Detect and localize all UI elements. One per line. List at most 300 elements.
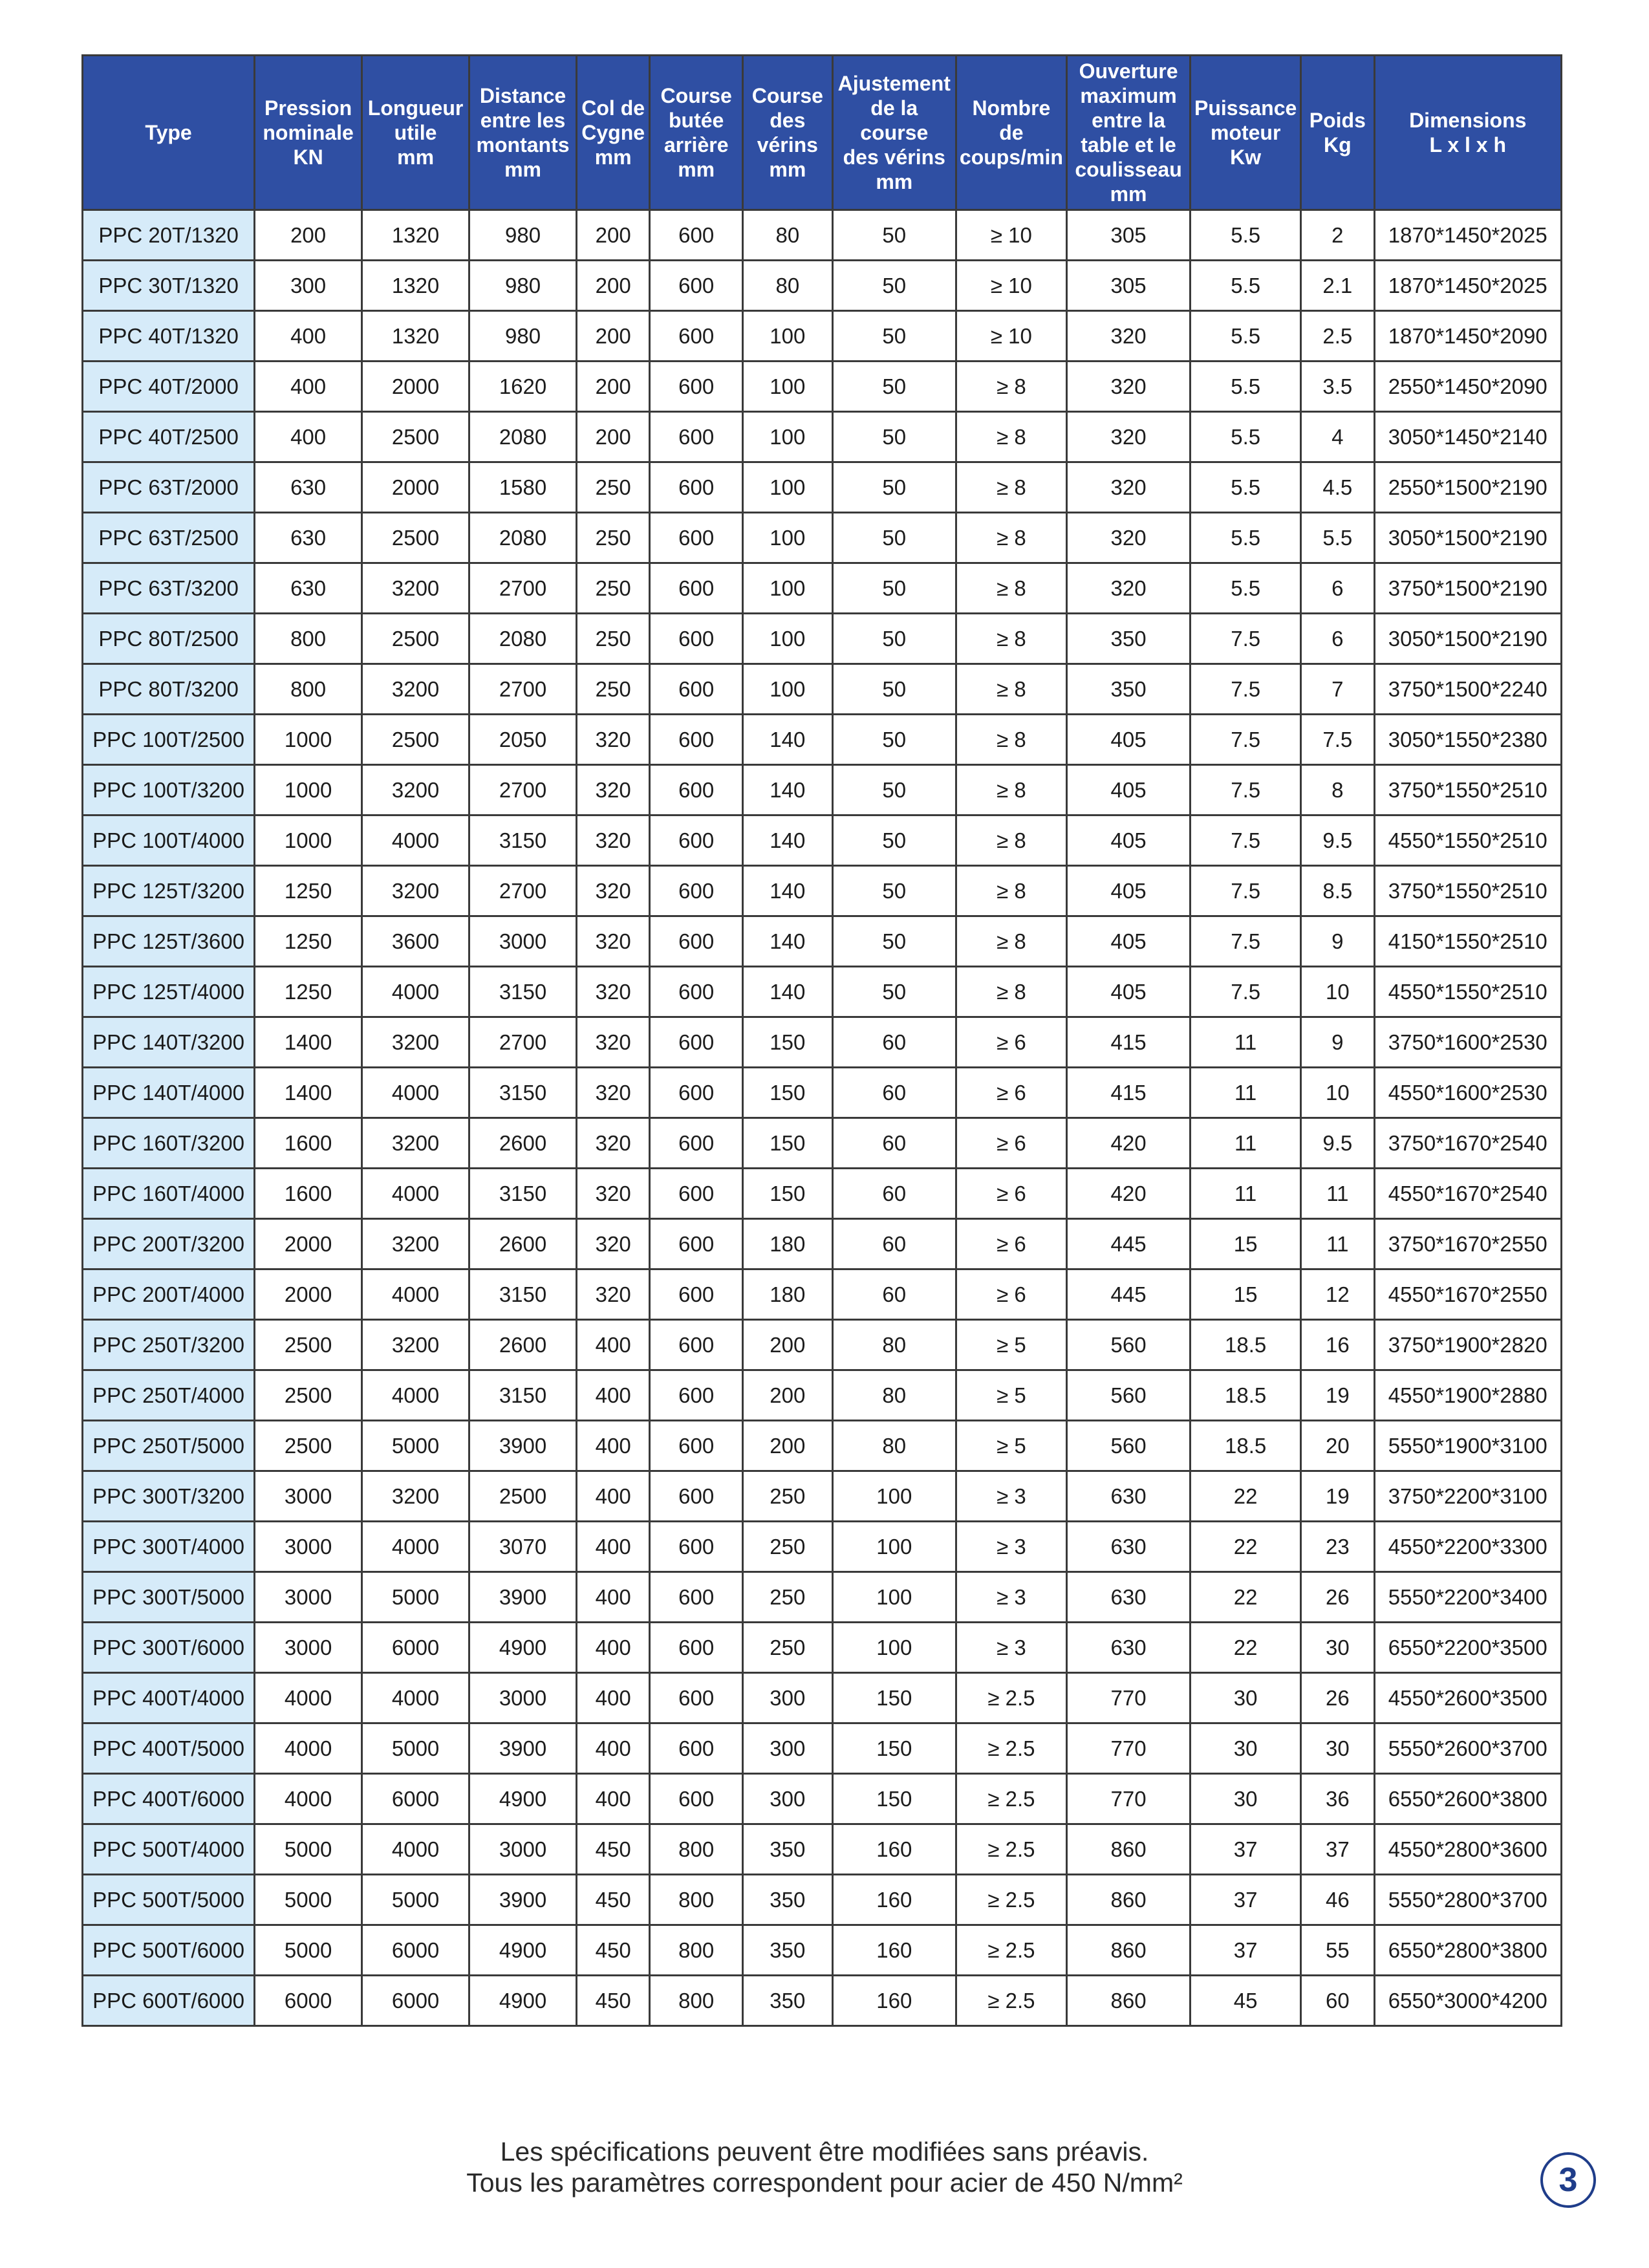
table-cell: 80 <box>832 1320 956 1370</box>
table-cell: 860 <box>1066 1925 1190 1976</box>
column-header: Course butée arrière mm <box>650 56 743 210</box>
table-cell: ≥ 3 <box>956 1572 1066 1623</box>
table-cell: 2550*1450*2090 <box>1374 362 1562 412</box>
table-cell: 7.5 <box>1301 715 1374 765</box>
table-cell: 1870*1450*2090 <box>1374 311 1562 362</box>
table-cell: 600 <box>650 967 743 1017</box>
table-row <box>83 1320 1562 1370</box>
table-cell: 770 <box>1066 1673 1190 1723</box>
table-cell: ≥ 5 <box>956 1320 1066 1370</box>
table-cell: 405 <box>1066 715 1190 765</box>
table-cell: 200 <box>577 311 650 362</box>
table-cell: 18.5 <box>1191 1370 1301 1421</box>
table-cell: 2700 <box>469 866 577 916</box>
table-cell: 100 <box>832 1572 956 1623</box>
table-row <box>83 1118 1562 1169</box>
table-cell: ≥ 6 <box>956 1169 1066 1219</box>
table-cell: 200 <box>743 1421 833 1471</box>
table-cell: 4900 <box>469 1623 577 1673</box>
table-row <box>83 1572 1562 1623</box>
table-cell: 5550*2200*3400 <box>1374 1572 1562 1623</box>
table-cell: 2500 <box>255 1320 362 1370</box>
table-cell: 60 <box>832 1017 956 1068</box>
table-cell: 420 <box>1066 1118 1190 1169</box>
table-cell: 22 <box>1191 1572 1301 1623</box>
table-cell: 4550*1600*2530 <box>1374 1068 1562 1118</box>
table-cell: 46 <box>1301 1875 1374 1925</box>
table-cell: 305 <box>1066 210 1190 261</box>
type-cell: PPC 300T/5000 <box>83 1572 255 1623</box>
table-row <box>83 563 1562 614</box>
table-cell: 405 <box>1066 815 1190 866</box>
table-cell: ≥ 5 <box>956 1370 1066 1421</box>
table-cell: 100 <box>832 1522 956 1572</box>
table-cell: 350 <box>1066 614 1190 664</box>
table-cell: 2600 <box>469 1320 577 1370</box>
type-cell: PPC 400T/4000 <box>83 1673 255 1723</box>
table-cell: 4000 <box>362 1673 469 1723</box>
table-cell: 320 <box>577 916 650 967</box>
table-cell: 1000 <box>255 765 362 815</box>
table-cell: 4000 <box>255 1774 362 1824</box>
table-cell: 100 <box>743 462 833 513</box>
table-cell: 9 <box>1301 916 1374 967</box>
table-cell: 8.5 <box>1301 866 1374 916</box>
table-cell: 2500 <box>362 715 469 765</box>
table-row <box>83 362 1562 412</box>
table-cell: 140 <box>743 815 833 866</box>
table-cell: 320 <box>577 866 650 916</box>
table-cell: 350 <box>743 1875 833 1925</box>
table-cell: 3000 <box>255 1522 362 1572</box>
table-cell: 3050*1550*2380 <box>1374 715 1562 765</box>
table-cell: 5.5 <box>1191 362 1301 412</box>
table-cell: 200 <box>255 210 362 261</box>
table-cell: 300 <box>743 1774 833 1824</box>
table-cell: 80 <box>832 1421 956 1471</box>
table-cell: 2500 <box>469 1471 577 1522</box>
table-cell: 11 <box>1301 1219 1374 1269</box>
table-cell: 6 <box>1301 563 1374 614</box>
table-cell: 3200 <box>362 1017 469 1068</box>
table-cell: 4900 <box>469 1774 577 1824</box>
table-cell: 320 <box>577 1169 650 1219</box>
table-cell: 4000 <box>362 967 469 1017</box>
table-cell: 100 <box>832 1623 956 1673</box>
column-header: Poids Kg <box>1301 56 1374 210</box>
table-cell: 2500 <box>362 412 469 462</box>
table-cell: 37 <box>1191 1824 1301 1875</box>
table-row <box>83 1421 1562 1471</box>
table-cell: 630 <box>1066 1471 1190 1522</box>
table-cell: 600 <box>650 311 743 362</box>
table-cell: 2000 <box>255 1269 362 1320</box>
type-cell: PPC 125T/4000 <box>83 967 255 1017</box>
table-cell: ≥ 2.5 <box>956 1723 1066 1774</box>
table-cell: 450 <box>577 1925 650 1976</box>
table-cell: ≥ 10 <box>956 261 1066 311</box>
table-cell: 860 <box>1066 1824 1190 1875</box>
table-cell: 200 <box>743 1320 833 1370</box>
table-cell: 150 <box>832 1673 956 1723</box>
table-cell: 600 <box>650 1673 743 1723</box>
table-cell: 5000 <box>255 1824 362 1875</box>
table-cell: 350 <box>1066 664 1190 715</box>
table-cell: 3150 <box>469 815 577 866</box>
table-cell: 445 <box>1066 1219 1190 1269</box>
table-cell: 60 <box>832 1219 956 1269</box>
table-cell: 30 <box>1191 1774 1301 1824</box>
type-cell: PPC 250T/3200 <box>83 1320 255 1370</box>
table-cell: 630 <box>1066 1522 1190 1572</box>
table-cell: 3750*1550*2510 <box>1374 765 1562 815</box>
table-row <box>83 715 1562 765</box>
table-cell: 9.5 <box>1301 1118 1374 1169</box>
table-cell: 800 <box>650 1875 743 1925</box>
table-cell: 250 <box>743 1623 833 1673</box>
table-cell: 5.5 <box>1191 563 1301 614</box>
table-cell: 100 <box>743 362 833 412</box>
table-cell: 100 <box>743 563 833 614</box>
table-cell: 60 <box>832 1169 956 1219</box>
table-cell: 600 <box>650 866 743 916</box>
table-cell: 3150 <box>469 1068 577 1118</box>
table-cell: 60 <box>832 1269 956 1320</box>
table-cell: 1320 <box>362 210 469 261</box>
table-row <box>83 1824 1562 1875</box>
table-cell: 350 <box>743 1925 833 1976</box>
table-cell: 350 <box>743 1824 833 1875</box>
table-cell: 400 <box>255 412 362 462</box>
table-cell: 16 <box>1301 1320 1374 1370</box>
table-cell: 200 <box>577 261 650 311</box>
table-row <box>83 261 1562 311</box>
type-cell: PPC 40T/2500 <box>83 412 255 462</box>
table-cell: 22 <box>1191 1522 1301 1572</box>
table-cell: ≥ 6 <box>956 1118 1066 1169</box>
type-cell: PPC 30T/1320 <box>83 261 255 311</box>
table-row <box>83 1169 1562 1219</box>
table-cell: 4150*1550*2510 <box>1374 916 1562 967</box>
table-cell: 5000 <box>255 1925 362 1976</box>
table-cell: 150 <box>832 1774 956 1824</box>
table-cell: 4000 <box>362 1522 469 1572</box>
type-cell: PPC 140T/3200 <box>83 1017 255 1068</box>
table-cell: 180 <box>743 1269 833 1320</box>
table-cell: 140 <box>743 866 833 916</box>
table-cell: 630 <box>255 513 362 563</box>
table-cell: 600 <box>650 916 743 967</box>
table-cell: 320 <box>1066 513 1190 563</box>
table-cell: 450 <box>577 1875 650 1925</box>
type-cell: PPC 250T/4000 <box>83 1370 255 1421</box>
spec-table <box>81 54 1562 2027</box>
table-cell: 50 <box>832 362 956 412</box>
table-cell: 250 <box>577 614 650 664</box>
table-cell: 37 <box>1191 1875 1301 1925</box>
table-cell: 6000 <box>362 1925 469 1976</box>
column-header: Ouverture maximum entre la table et le coulisseau mm <box>1066 56 1190 210</box>
table-cell: 4000 <box>255 1723 362 1774</box>
table-cell: 100 <box>832 1471 956 1522</box>
column-header: Distance entre les montants mm <box>469 56 577 210</box>
table-cell: 1320 <box>362 311 469 362</box>
table-cell: 630 <box>1066 1623 1190 1673</box>
table-cell: 7 <box>1301 664 1374 715</box>
table-cell: 980 <box>469 210 577 261</box>
table-cell: 50 <box>832 866 956 916</box>
type-cell: PPC 63T/2500 <box>83 513 255 563</box>
table-row <box>83 1068 1562 1118</box>
table-cell: 150 <box>743 1118 833 1169</box>
type-cell: PPC 200T/4000 <box>83 1269 255 1320</box>
table-cell: 400 <box>255 311 362 362</box>
table-cell: 4000 <box>362 815 469 866</box>
table-cell: 20 <box>1301 1421 1374 1471</box>
table-cell: 5000 <box>362 1421 469 1471</box>
table-cell: 8 <box>1301 765 1374 815</box>
table-cell: 11 <box>1301 1169 1374 1219</box>
type-cell: PPC 200T/3200 <box>83 1219 255 1269</box>
table-cell: 5000 <box>362 1723 469 1774</box>
table-cell: 800 <box>650 1824 743 1875</box>
table-cell: 3900 <box>469 1421 577 1471</box>
table-cell: 140 <box>743 765 833 815</box>
table-cell: 50 <box>832 412 956 462</box>
table-cell: 630 <box>255 462 362 513</box>
table-cell: 860 <box>1066 1976 1190 2026</box>
table-cell: 3150 <box>469 1370 577 1421</box>
table-cell: 3000 <box>469 916 577 967</box>
table-cell: 9 <box>1301 1017 1374 1068</box>
table-cell: ≥ 8 <box>956 614 1066 664</box>
table-cell: ≥ 5 <box>956 1421 1066 1471</box>
table-cell: 5.5 <box>1191 210 1301 261</box>
table-cell: 600 <box>650 815 743 866</box>
table-cell: 6550*2800*3800 <box>1374 1925 1562 1976</box>
table-cell: 600 <box>650 765 743 815</box>
table-cell: 560 <box>1066 1370 1190 1421</box>
table-cell: 4900 <box>469 1925 577 1976</box>
table-cell: 50 <box>832 664 956 715</box>
table-cell: 4000 <box>362 1269 469 1320</box>
table-cell: 3900 <box>469 1875 577 1925</box>
table-cell: 630 <box>1066 1572 1190 1623</box>
table-cell: 250 <box>577 664 650 715</box>
table-row <box>83 1269 1562 1320</box>
table-cell: 400 <box>577 1471 650 1522</box>
table-cell: 11 <box>1191 1068 1301 1118</box>
table-cell: 250 <box>743 1471 833 1522</box>
table-cell: 3200 <box>362 866 469 916</box>
table-cell: 80 <box>832 1370 956 1421</box>
type-cell: PPC 500T/4000 <box>83 1824 255 1875</box>
table-cell: 5.5 <box>1191 462 1301 513</box>
table-cell: 4.5 <box>1301 462 1374 513</box>
table-cell: 50 <box>832 261 956 311</box>
table-row <box>83 1925 1562 1976</box>
table-cell: 2600 <box>469 1118 577 1169</box>
table-cell: 2000 <box>362 362 469 412</box>
footer-note-line-2: Tous les paramètres correspondent pour acier de 450 N/mm² <box>466 2168 1183 2198</box>
table-cell: 2500 <box>255 1370 362 1421</box>
table-cell: 415 <box>1066 1068 1190 1118</box>
column-header: Col de Cygne mm <box>577 56 650 210</box>
table-cell: ≥ 3 <box>956 1471 1066 1522</box>
table-cell: ≥ 3 <box>956 1522 1066 1572</box>
table-cell: ≥ 8 <box>956 916 1066 967</box>
table-cell: 600 <box>650 210 743 261</box>
table-cell: 3200 <box>362 1118 469 1169</box>
table-cell: 860 <box>1066 1875 1190 1925</box>
table-cell: 1870*1450*2025 <box>1374 261 1562 311</box>
table-cell: 320 <box>577 715 650 765</box>
table-cell: 800 <box>255 614 362 664</box>
table-cell: 770 <box>1066 1774 1190 1824</box>
table-cell: 50 <box>832 715 956 765</box>
table-cell: 140 <box>743 715 833 765</box>
table-cell: 600 <box>650 1421 743 1471</box>
type-cell: PPC 100T/2500 <box>83 715 255 765</box>
table-cell: 6000 <box>362 1774 469 1824</box>
table-cell: 5.5 <box>1191 513 1301 563</box>
table-cell: 400 <box>577 1421 650 1471</box>
table-cell: ≥ 10 <box>956 210 1066 261</box>
table-cell: 400 <box>577 1522 650 1572</box>
table-cell: 630 <box>255 563 362 614</box>
table-row <box>83 462 1562 513</box>
table-cell: 305 <box>1066 261 1190 311</box>
table-cell: 15 <box>1191 1269 1301 1320</box>
table-cell: 50 <box>832 210 956 261</box>
table-cell: 600 <box>650 1169 743 1219</box>
table-cell: 600 <box>650 261 743 311</box>
table-cell: 300 <box>743 1723 833 1774</box>
table-cell: 18.5 <box>1191 1320 1301 1370</box>
table-cell: 3750*1500*2240 <box>1374 664 1562 715</box>
table-cell: 6000 <box>362 1623 469 1673</box>
type-cell: PPC 80T/2500 <box>83 614 255 664</box>
table-cell: 1000 <box>255 815 362 866</box>
table-cell: ≥ 10 <box>956 311 1066 362</box>
table-cell: 600 <box>650 1068 743 1118</box>
type-cell: PPC 400T/5000 <box>83 1723 255 1774</box>
table-cell: ≥ 8 <box>956 765 1066 815</box>
table-cell: 300 <box>743 1673 833 1723</box>
table-cell: 2050 <box>469 715 577 765</box>
table-cell: 100 <box>743 412 833 462</box>
table-cell: 600 <box>650 1118 743 1169</box>
table-cell: 7.5 <box>1191 664 1301 715</box>
table-row <box>83 311 1562 362</box>
type-cell: PPC 100T/3200 <box>83 765 255 815</box>
table-cell: 7.5 <box>1191 815 1301 866</box>
type-cell: PPC 63T/2000 <box>83 462 255 513</box>
table-cell: 4550*2200*3300 <box>1374 1522 1562 1572</box>
table-row <box>83 765 1562 815</box>
table-row <box>83 614 1562 664</box>
table-cell: 2080 <box>469 412 577 462</box>
table-cell: 400 <box>577 1623 650 1673</box>
type-cell: PPC 500T/6000 <box>83 1925 255 1976</box>
table-cell: 7.5 <box>1191 614 1301 664</box>
table-cell: 600 <box>650 1723 743 1774</box>
table-cell: 250 <box>743 1522 833 1572</box>
table-cell: 2080 <box>469 513 577 563</box>
table-cell: ≥ 8 <box>956 815 1066 866</box>
table-cell: 320 <box>577 1068 650 1118</box>
table-cell: 600 <box>650 462 743 513</box>
table-cell: 9.5 <box>1301 815 1374 866</box>
table-cell: 5000 <box>362 1572 469 1623</box>
table-cell: 250 <box>743 1572 833 1623</box>
table-cell: 19 <box>1301 1471 1374 1522</box>
table-cell: 4000 <box>362 1824 469 1875</box>
type-cell: PPC 300T/6000 <box>83 1623 255 1673</box>
table-cell: 3050*1450*2140 <box>1374 412 1562 462</box>
column-header: Puissance moteur Kw <box>1191 56 1301 210</box>
table-cell: 3150 <box>469 967 577 1017</box>
table-cell: 600 <box>650 412 743 462</box>
table-cell: 7.5 <box>1191 715 1301 765</box>
table-cell: 4000 <box>362 1068 469 1118</box>
table-cell: 150 <box>743 1068 833 1118</box>
table-cell: 600 <box>650 664 743 715</box>
table-cell: ≥ 2.5 <box>956 1875 1066 1925</box>
column-header: Course des vérins mm <box>743 56 833 210</box>
table-cell: 2000 <box>255 1219 362 1269</box>
table-cell: 400 <box>577 1370 650 1421</box>
table-cell: 600 <box>650 1471 743 1522</box>
table-cell: 600 <box>650 1320 743 1370</box>
table-cell: 400 <box>577 1320 650 1370</box>
table-cell: 400 <box>577 1572 650 1623</box>
table-cell: 7.5 <box>1191 916 1301 967</box>
table-cell: 4550*1900*2880 <box>1374 1370 1562 1421</box>
table-cell: 600 <box>650 563 743 614</box>
table-cell: 150 <box>832 1723 956 1774</box>
table-cell: 320 <box>1066 462 1190 513</box>
table-cell: 450 <box>577 1976 650 2026</box>
table-row <box>83 1370 1562 1421</box>
table-cell: 200 <box>743 1370 833 1421</box>
table-cell: 800 <box>650 1976 743 2026</box>
table-cell: 3200 <box>362 1320 469 1370</box>
footer-note-line-1: Les spécifications peuvent être modifiées sans préavis. <box>500 2137 1149 2166</box>
type-cell: PPC 250T/5000 <box>83 1421 255 1471</box>
type-cell: PPC 140T/4000 <box>83 1068 255 1118</box>
table-cell: 400 <box>577 1723 650 1774</box>
table-cell: 600 <box>650 1623 743 1673</box>
table-cell: 160 <box>832 1976 956 2026</box>
table-cell: 2550*1500*2190 <box>1374 462 1562 513</box>
table-cell: 50 <box>832 916 956 967</box>
table-cell: 15 <box>1191 1219 1301 1269</box>
table-cell: 160 <box>832 1925 956 1976</box>
table-row <box>83 1219 1562 1269</box>
table-header-row <box>83 56 1562 210</box>
table-cell: 400 <box>255 362 362 412</box>
table-cell: ≥ 8 <box>956 967 1066 1017</box>
column-header: Type <box>83 56 255 210</box>
table-cell: ≥ 8 <box>956 412 1066 462</box>
table-row <box>83 916 1562 967</box>
table-cell: 1600 <box>255 1118 362 1169</box>
table-cell: ≥ 2.5 <box>956 1976 1066 2026</box>
table-cell: 250 <box>577 563 650 614</box>
table-cell: 3150 <box>469 1269 577 1320</box>
table-cell: ≥ 8 <box>956 362 1066 412</box>
